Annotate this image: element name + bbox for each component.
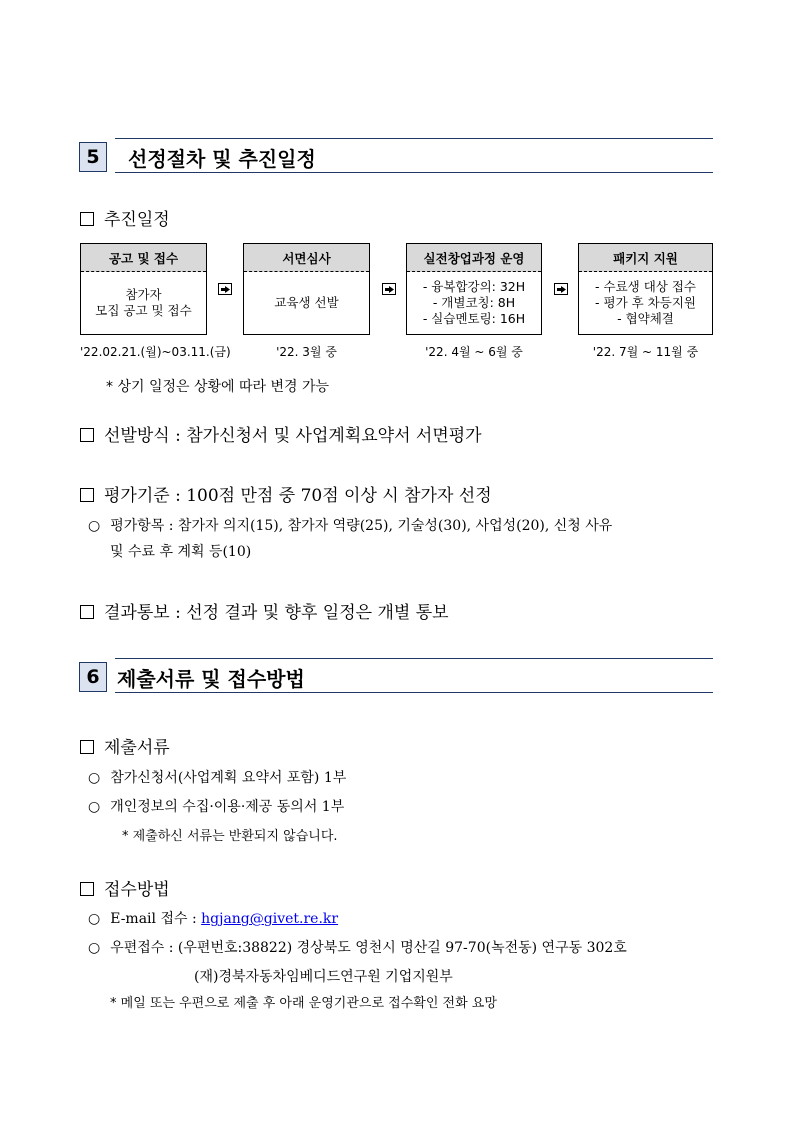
document-item-text: 참가신청서(사업계획 요약서 포함) 1부 — [110, 770, 347, 786]
schedule-step-4 — [578, 243, 713, 335]
step-title: 공고 및 접수 — [81, 244, 206, 272]
email-link[interactable]: hgjang@givet.re.kr — [201, 911, 339, 927]
post-submission — [88, 937, 627, 957]
step-line: - 수료생 대상 접수 — [595, 279, 696, 294]
submission-heading — [80, 875, 170, 900]
schedule-step-3 — [406, 243, 542, 335]
section-divider-top — [115, 658, 713, 659]
circle-bullet-icon: ○ — [88, 770, 101, 786]
email-label: E-mail 접수 : — [110, 911, 202, 927]
circle-bullet-icon: ○ — [88, 911, 101, 927]
square-bullet-icon — [80, 882, 94, 896]
arrow-right-icon — [554, 283, 568, 295]
documents-note: * 제출하신 서류는 반환되지 않습니다. — [122, 829, 338, 844]
step-line: - 융복합강의: 32H — [422, 279, 526, 294]
step-line: - 실습멘토링: 16H — [422, 311, 526, 326]
section-divider-top — [115, 138, 713, 139]
document-item-text: 개인정보의 수집·이용·제공 동의서 1부 — [110, 799, 345, 815]
step-line: 참가자 — [125, 287, 162, 302]
section-divider-bottom — [115, 692, 713, 693]
step-date: '22.02.21.(월)~03.11.(금) — [80, 345, 231, 359]
selection-method-text: 선발방식 : 참가신청서 및 사업계획요약서 서면평가 — [104, 426, 482, 446]
selection-criteria — [80, 481, 492, 506]
evaluation-items-line: 평가항목 : 참가자 의지(15), 참가자 역량(25), 기술성(30), 사업성(20), 신청 사유 — [110, 518, 613, 534]
step-date: '22. 3월 중 — [276, 345, 337, 359]
submission-heading-text: 접수방법 — [104, 880, 170, 900]
circle-bullet-icon: ○ — [88, 518, 101, 534]
square-bullet-icon — [80, 740, 94, 754]
section-title: 선정절차 및 추진일정 — [128, 147, 316, 171]
circle-bullet-icon: ○ — [88, 940, 101, 956]
post-recipient: (재)경북자동차임베디드연구원 기업지원부 — [194, 969, 453, 985]
post-address: 우편접수 : (우편번호:38822) 경상북도 영천시 명산길 97-70(녹전동) 연구동 302호 — [110, 940, 627, 956]
evaluation-items — [88, 515, 612, 535]
email-submission — [88, 908, 338, 928]
square-bullet-icon — [80, 212, 94, 226]
selection-method — [80, 421, 482, 446]
square-bullet-icon — [80, 488, 94, 502]
schedule-heading-text: 추진일정 — [104, 210, 170, 230]
step-line: - 개별코칭: 8H — [432, 295, 516, 310]
section-title: 제출서류 및 접수방법 — [117, 667, 305, 691]
step-title: 패키지 지원 — [579, 244, 712, 272]
result-notice-text: 결과통보 : 선정 결과 및 향후 일정은 개별 통보 — [104, 603, 449, 623]
step-body — [81, 272, 206, 334]
schedule-heading — [80, 205, 170, 230]
step-line: - 협약체결 — [617, 311, 674, 326]
step-body — [244, 272, 369, 334]
result-notice — [80, 598, 449, 623]
arrow-right-icon — [382, 283, 396, 295]
step-line: 교육생 선발 — [274, 295, 339, 310]
section-divider-bottom — [115, 172, 713, 173]
step-line: - 평가 후 차등지원 — [595, 295, 696, 310]
step-title: 실전창업과정 운영 — [407, 244, 541, 272]
step-body — [579, 272, 712, 334]
schedule-step-1 — [80, 243, 207, 335]
step-date: '22. 7월 ~ 11월 중 — [592, 345, 699, 359]
step-title: 서면심사 — [244, 244, 369, 272]
evaluation-items-cont: 및 수료 후 계획 등(10) — [110, 544, 252, 560]
section-number: 6 — [86, 666, 100, 688]
submission-note: * 메일 또는 우편으로 제출 후 아래 운영기관으로 접수확인 전화 요망 — [110, 996, 497, 1011]
step-line: 모집 공고 및 접수 — [95, 303, 192, 318]
arrow-right-icon — [218, 283, 232, 295]
documents-heading-text: 제출서류 — [104, 738, 170, 758]
schedule-step-2 — [243, 243, 370, 335]
square-bullet-icon — [80, 428, 94, 442]
documents-heading — [80, 733, 170, 758]
section-number-badge — [79, 142, 107, 172]
section-number-badge — [79, 662, 107, 692]
document-item — [88, 767, 346, 787]
document-item — [88, 796, 344, 816]
section-number: 5 — [86, 146, 100, 168]
selection-criteria-text: 평가기준 : 100점 만점 중 70점 이상 시 참가자 선정 — [104, 486, 492, 506]
circle-bullet-icon: ○ — [88, 799, 101, 815]
step-date: '22. 4월 ~ 6월 중 — [425, 345, 523, 359]
square-bullet-icon — [80, 605, 94, 619]
schedule-note: * 상기 일정은 상황에 따라 변경 가능 — [106, 379, 330, 395]
step-body — [407, 272, 541, 334]
